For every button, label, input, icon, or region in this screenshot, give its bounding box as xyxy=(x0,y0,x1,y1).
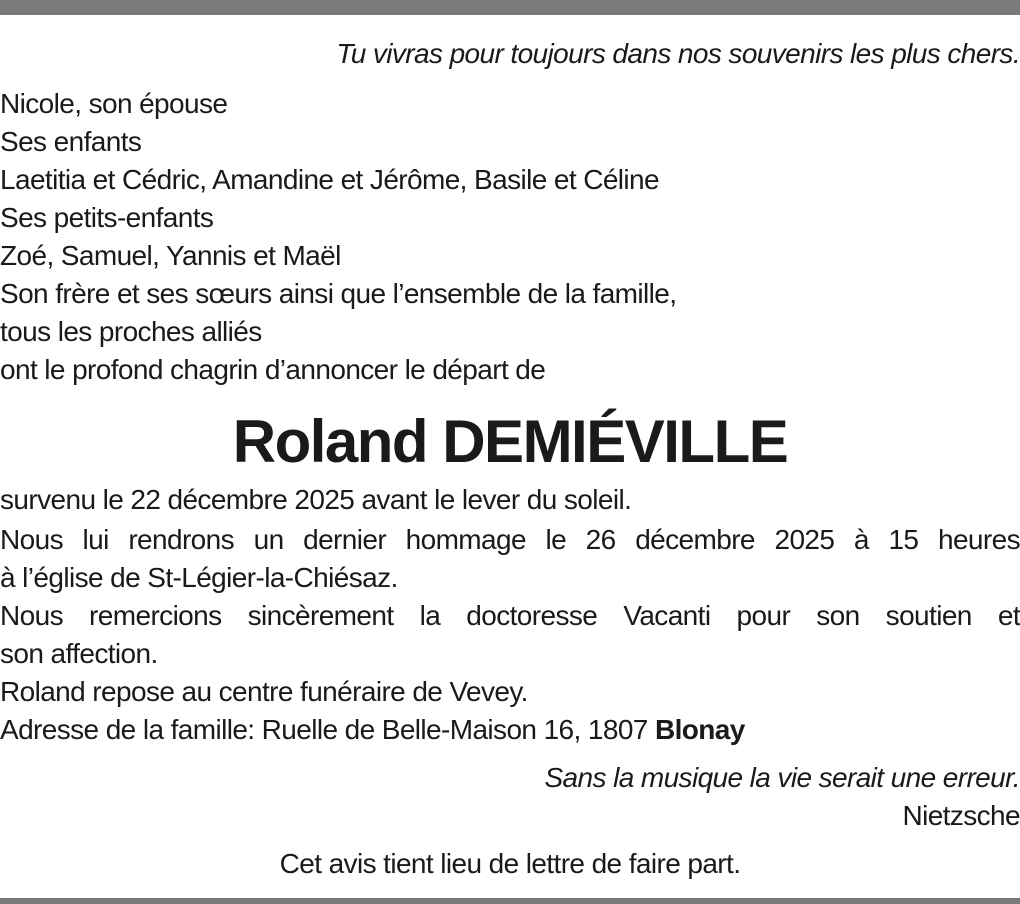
quote-author: Nietzsche xyxy=(902,800,1020,831)
bottom-rule xyxy=(0,898,1020,904)
address-line xyxy=(0,712,1020,748)
family-line: Zoé, Samuel, Yannis et Maël xyxy=(0,240,341,271)
address-text: Adresse de la famille: Ruelle de Belle-Maison 16, 1807 xyxy=(0,714,655,745)
top-rule xyxy=(0,0,1020,15)
epigraph: Tu vivras pour toujours dans nos souvenirs les plus chers. xyxy=(336,38,1020,69)
death-line: survenu le 22 décembre 2025 avant le lever du soleil. xyxy=(0,484,632,515)
ceremony-place-line: à l’église de St-Légier-la-Chiésaz. xyxy=(0,562,398,593)
family-line: ont le profond chagrin d’annoncer le départ de xyxy=(0,354,546,385)
family-line: Nicole, son épouse xyxy=(0,88,228,119)
quote-text: Sans la musique la vie serait une erreur. xyxy=(544,762,1020,793)
thanks-line-end: son affection. xyxy=(0,638,158,669)
closing-note: Cet avis tient lieu de lettre de faire part. xyxy=(279,848,741,879)
family-line: Ses petits-enfants xyxy=(0,202,214,233)
family-line: Ses enfants xyxy=(0,126,142,157)
family-line: Laetitia et Cédric, Amandine et Jérôme, Basile et Céline xyxy=(0,164,659,195)
family-line: Son frère et ses sœurs ainsi que l’ensemble de la famille, xyxy=(0,278,677,309)
address-city: Blonay xyxy=(654,714,745,745)
thanks-line: Nous remercions sincèrement la doctoresse Vacanti pour son soutien et xyxy=(0,600,1020,631)
deceased-name: Roland DEMIÉVILLE xyxy=(232,408,788,475)
rest-line: Roland repose au centre funéraire de Vevey. xyxy=(0,676,528,707)
family-line: tous les proches alliés xyxy=(0,316,262,347)
ceremony-line: Nous lui rendrons un dernier hommage le 26 décembre 2025 à 15 heures xyxy=(0,524,1020,555)
